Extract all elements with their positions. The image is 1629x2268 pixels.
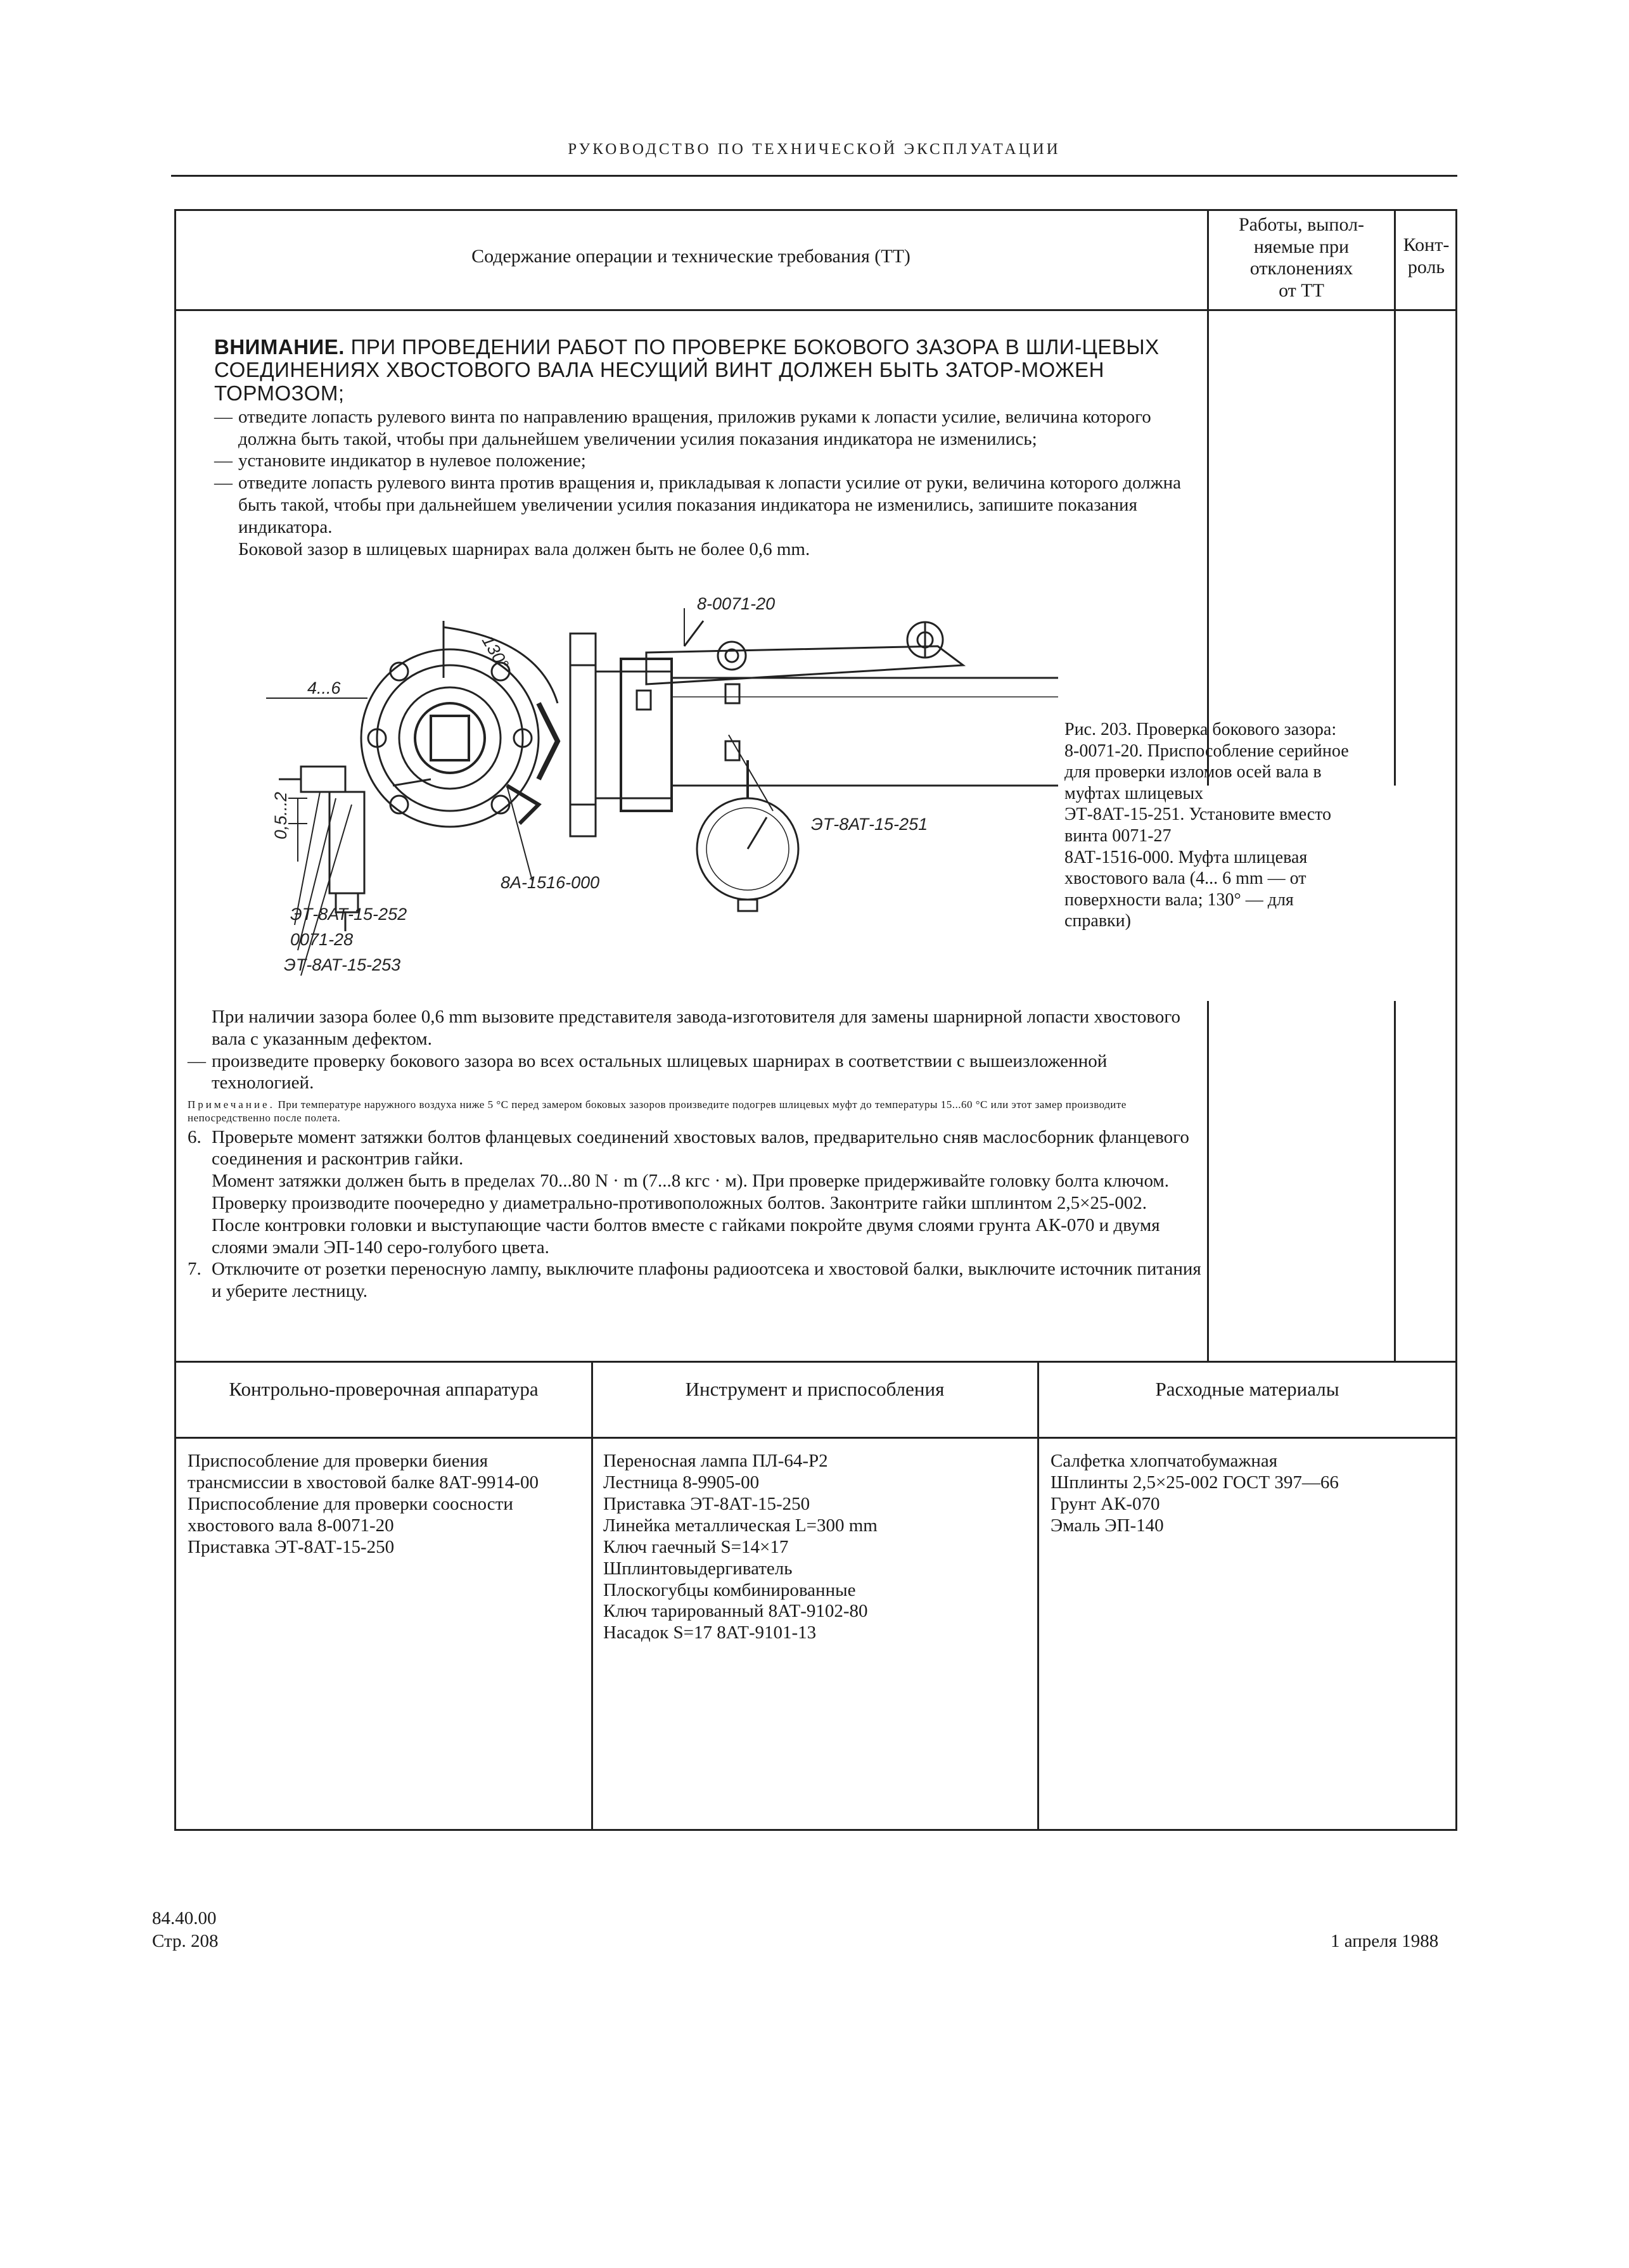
resources-materials-list	[1051, 1451, 1450, 1537]
figure-caption	[1064, 719, 1362, 932]
note-label: Примечание.	[188, 1099, 275, 1111]
gap-requirement: Боковой зазор в шлицевых шарнирах вала должен быть не более 0,6 mm.	[238, 538, 810, 559]
list-item: Приспособление для проверки биения трансмиссии в хвостовой балке 8АТ-9914-00	[188, 1451, 539, 1493]
label-dim-05-2: 0,5...2	[271, 791, 290, 839]
lower-body	[188, 1006, 1201, 1303]
label-et-8at-15-253: ЭТ-8АТ-15-253	[284, 955, 401, 974]
label-dim-4-6: 4...6	[307, 678, 341, 698]
step-7: 7. Отключите от розетки переносную лампу, выключите плафоны радиоотсека и хвостовой балки, выключите источник питания и уберите лестницу.	[188, 1259, 1201, 1302]
step-6: 6. Проверьте момент затяжки болтов фланцевых соединений хвостовых валов, предварительно сняв маслосборник фланцевого соединения и расконтрив гайки. Момент затяжки должен быть в пределах 70...80 N · m (7...8 кгс · м). При проверке придерживайте головку болта ключом. Проверку производите поочередно у диаметрально-противоположных болтов. Законтрите гайки шплинтом 2,5×25-002. После контровки головки и выступающие части болтов вместе с гайками покройте двумя слоями грунта АК-070 и двумя слоями эмали ЭП-140 серо-голубого цвета.	[188, 1126, 1189, 1258]
label-8-0071-20: 8-0071-20	[697, 596, 776, 613]
running-head: РУКОВОДСТВО ПО ТЕХНИЧЕСКОЙ ЭКСПЛУАТАЦИИ	[568, 141, 1061, 158]
list-item: — отведите лопасть рулевого винта против вращения и, прикладывая к лопасти усилие от руки, величина которого должна быть такой, чтобы при дальнейшем увеличении усилия показания индикатора не изменились, запишите показания индикатора.	[214, 473, 1182, 537]
page-number: Стр. 208	[152, 1931, 219, 1952]
note	[188, 1098, 1201, 1125]
footer-left	[152, 1907, 219, 1953]
resources-header-tools: Инструмент и приспособления	[685, 1378, 945, 1400]
list-item: — произведите проверку бокового зазора во всех остальных шлицевых шарнирах в соответствии с вышеизложенной технологией.	[188, 1050, 1108, 1093]
list-item: — установите индикатор в нулевое положение;	[214, 450, 586, 471]
list-item: Ключ гаечный S=14×17	[603, 1536, 789, 1557]
caption-line: 8АТ-1516-000. Муфта шлицевая хвостового вала (4... 6 mm — от поверхности вала; 130° — для справки)	[1064, 847, 1308, 931]
footer-date: 1 апреля 1988	[1331, 1931, 1439, 1951]
list-item: Салфетка хлопчатобумажная	[1051, 1451, 1278, 1471]
list-item: Приставка ЭТ-8АТ-15-250	[188, 1536, 395, 1557]
note-text: При температуре наружного воздуха ниже 5 °С перед замером боковых зазоров произведите подогрев шлицевых муфт до температуры 15...60 °С или этот замер производите непосредственно после полета.	[188, 1099, 1127, 1124]
list-item: — отведите лопасть рулевого винта по направлению вращения, приложив руками к лопасти усилие, величина которого должна быть такой, чтобы при дальнейшем увеличении усилия показания индикатора не изменились;	[214, 406, 1151, 449]
list-item: Приставка ЭТ-8АТ-15-250	[603, 1493, 810, 1514]
caption-title: Рис. 203. Проверка бокового зазора:	[1064, 720, 1337, 739]
label-et-8at-15-251: ЭТ-8АТ-15-251	[811, 815, 928, 834]
list-item: Эмаль ЭП-140	[1051, 1515, 1164, 1536]
label-angle-130: 130°	[478, 632, 513, 673]
list-item: Шплинтовыдергиватель	[603, 1558, 793, 1579]
caption-line: ЭТ-8АТ-15-251. Установите вместо винта 0071-27	[1064, 805, 1332, 846]
coupling-outer-ring	[361, 649, 539, 827]
attention-text: ПРИ ПРОВЕДЕНИИ РАБОТ ПО ПРОВЕРКЕ БОКОВОГО ЗАЗОРА В ШЛИ-ЦЕВЫХ СОЕДИНЕНИЯХ ХВОСТОВОГО ВАЛА НЕСУЩИЙ ВИНТ ДОЛЖЕН БЫТЬ ЗАТОР-МОЖЕН ТОРМОЗОМ;	[214, 335, 1159, 405]
gap-exceeded-para: При наличии зазора более 0,6 mm вызовите представителя завода-изготовителя для замены шарнирной лопасти хвостового вала с указанным дефектом.	[212, 1007, 1180, 1049]
resources-header-equipment: Контрольно-проверочная аппаратура	[229, 1378, 539, 1400]
list-item: Ключ тарированный 8АТ-9102-80	[603, 1601, 868, 1622]
list-item: Шплинты 2,5×25-002 ГОСТ 397—66	[1051, 1472, 1339, 1493]
list-item: Лестница 8-9905-00	[603, 1472, 760, 1493]
header-control-column: Конт- роль	[1403, 234, 1450, 277]
header-rule	[171, 175, 1457, 177]
label-et-8at-15-252: ЭТ-8АТ-15-252	[290, 905, 407, 924]
list-item: Приспособление для проверки соосности хвостового вала 8-0071-20	[188, 1493, 513, 1536]
resources-header-materials: Расходные материалы	[1155, 1378, 1339, 1400]
attention-block	[214, 336, 1199, 405]
resources-equipment-list	[188, 1451, 587, 1558]
list-item: Плоскогубцы комбинированные	[603, 1579, 856, 1600]
upper-body	[214, 336, 1199, 560]
list-item: Переносная лампа ПЛ-64-Р2	[603, 1451, 828, 1471]
label-8a-1516-000: 8А-1516-000	[501, 873, 600, 892]
caption-line: 8-0071-20. Приспособление серийное для проверки изломов осей вала в муфтах шлицевых	[1064, 741, 1349, 803]
header-content-column: Содержание операции и технические требования (ТТ)	[471, 246, 910, 267]
document-code: 84.40.00	[152, 1908, 217, 1928]
list-item: Насадок S=17 8АТ-9101-13	[603, 1622, 817, 1643]
resources-tools-list	[603, 1451, 1028, 1644]
attention-heading: ВНИМАНИЕ.	[214, 335, 345, 359]
figure-203-drawing	[241, 596, 1064, 988]
list-item: Линейка металлическая L=300 mm	[603, 1515, 878, 1536]
label-0071-28: 0071-28	[290, 930, 354, 949]
header-deviation-column: Работы, выпол- няемые при отклонениях от ТТ	[1238, 214, 1365, 301]
list-item: Грунт АК-070	[1051, 1493, 1160, 1514]
